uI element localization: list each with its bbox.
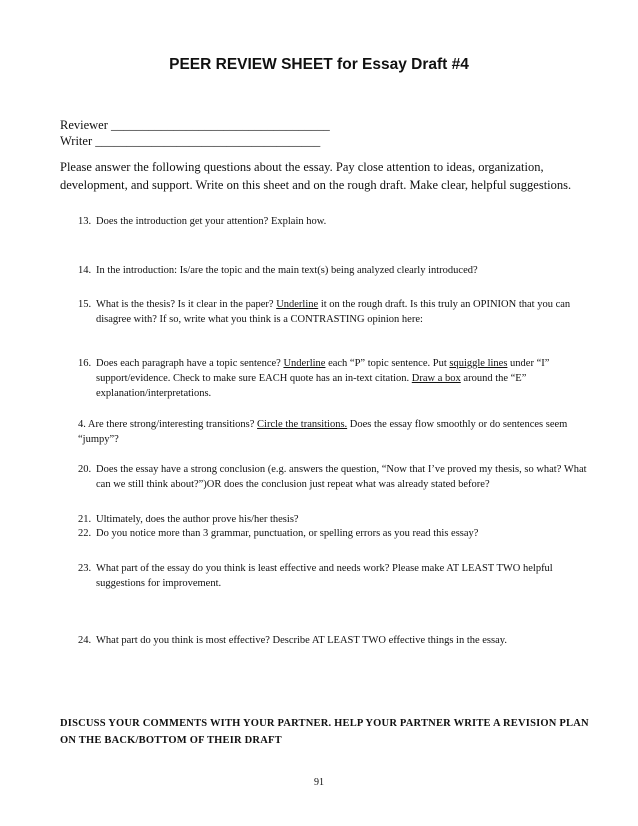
question-text: Do you notice more than 3 grammar, punctuation, or spelling errors as you read this essay? <box>96 528 479 539</box>
question-number: 16. <box>78 358 92 369</box>
question-number: 14. <box>78 265 92 276</box>
question-number: 23. <box>78 563 92 574</box>
question-4: 4. Are there strong/interesting transitions? Circle the transitions. Does the essay flow smoothly or do sentences seem “jumpy”? <box>78 419 568 445</box>
writer-line: Writer ____________________________________ <box>60 134 321 148</box>
closing-instructions: DISCUSS YOUR COMMENTS WITH YOUR PARTNER. HELP YOUR PARTNER WRITE A REVISION PLAN ON THE BACK/BOTTOM OF THEIR DRAFT <box>60 718 589 746</box>
page-title: PEER REVIEW SHEET for Essay Draft #4 <box>169 56 469 73</box>
question-text: Does the introduction get your attention? Explain how. <box>96 216 327 227</box>
question-text: What part do you think is most effective? Describe AT LEAST TWO effective things in the essay. <box>96 635 507 646</box>
question-text: What is the thesis? Is it clear in the paper? Underline it on the rough draft. Is this truly an OPINION that you can disagree with? If so, write what you think is a CONTRASTING opinion here: <box>96 299 571 325</box>
question-text: Does each paragraph have a topic sentence? Underline each “P” topic sentence. Put squiggle lines under “I” support/evidence. Check to make sure EACH quote has an in-text citation. Draw a box around the “E” explanation/interpretations. <box>96 358 550 399</box>
question-text: What part of the essay do you think is least effective and needs work? Please make AT LEAST TWO helpful suggestions for improvement. <box>96 563 553 589</box>
question-text: Ultimately, does the author prove his/her thesis? <box>96 514 299 525</box>
question-number: 20. <box>78 464 92 475</box>
page-number: 91 <box>314 777 324 788</box>
question-text: Does the essay have a strong conclusion (e.g. answers the question, “Now that I’ve proved my thesis, so what? What can we still think about?”)OR does the conclusion just repeat what was already stated before? <box>96 464 587 490</box>
question-number: 22. <box>78 528 92 539</box>
question-text: In the introduction: Is/are the topic and the main text(s) being analyzed clearly introduced? <box>96 265 478 276</box>
question-number: 21. <box>78 514 92 525</box>
question-number: 15. <box>78 299 92 310</box>
question-number: 24. <box>78 635 92 646</box>
question-number: 13. <box>78 216 92 227</box>
reviewer-line: Reviewer ___________________________________ <box>60 118 330 132</box>
instructions: Please answer the following questions about the essay. Pay close attention to ideas, organization, development, and support. Write on this sheet and on the rough draft. Make clear, helpful suggestions. <box>60 160 572 192</box>
